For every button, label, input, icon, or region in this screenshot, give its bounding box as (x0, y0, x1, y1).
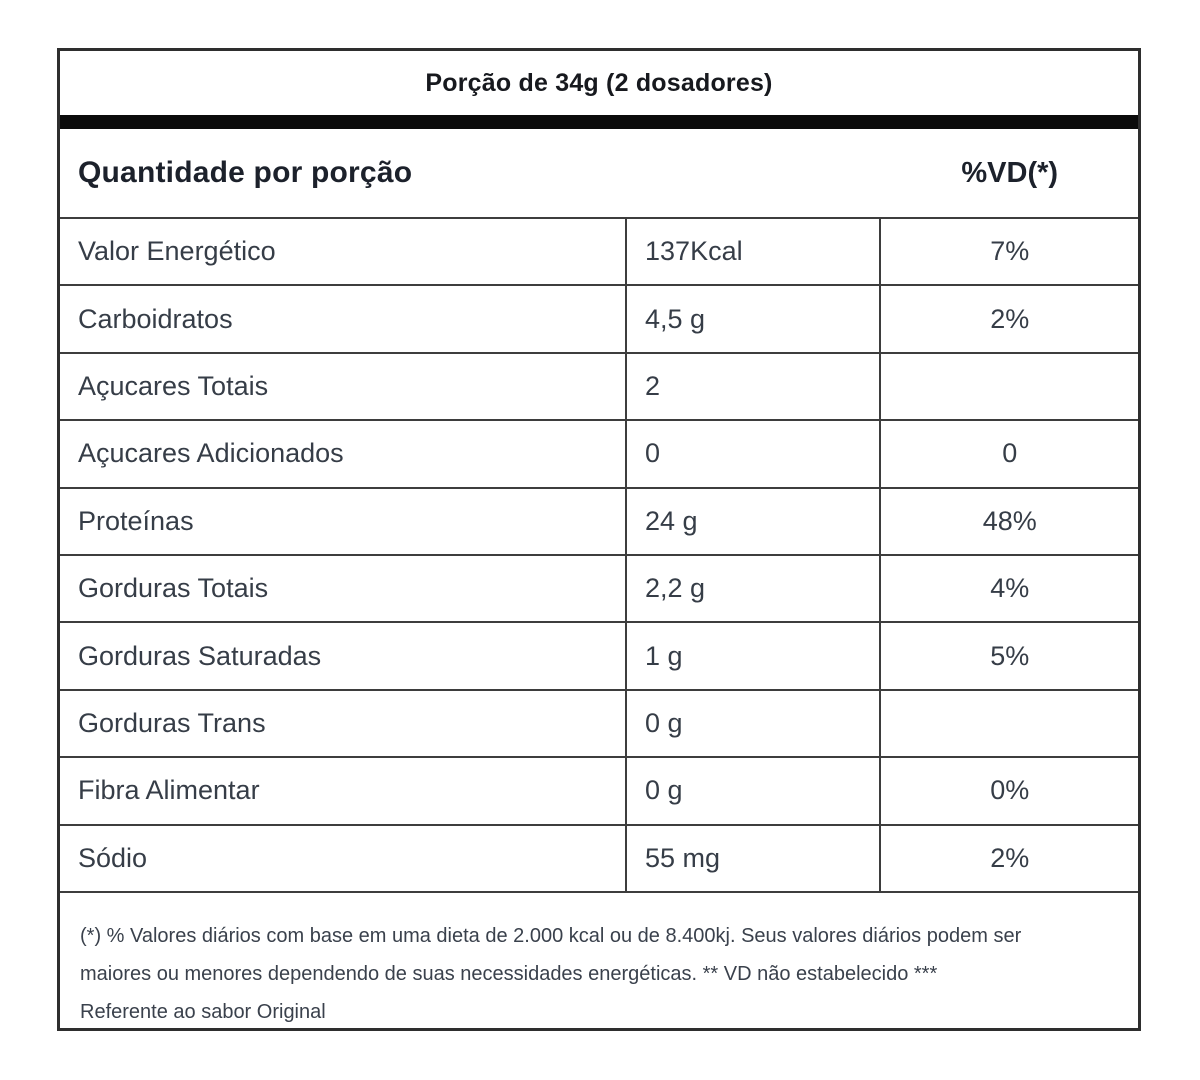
nutrient-daily-value: 2% (990, 842, 1030, 873)
table-row (60, 489, 1138, 556)
serving-size-header: Porção de 34g (2 dosadores) (425, 68, 773, 97)
nutrient-name: Gorduras Saturadas (60, 623, 627, 688)
table-row (60, 219, 1138, 286)
nutrient-daily-value: 0 (1002, 438, 1018, 469)
nutrient-daily-value (881, 691, 1138, 756)
nutrient-name: Açucares Adicionados (60, 421, 627, 486)
nutrient-daily-value (881, 354, 1138, 419)
table-row (60, 421, 1138, 488)
table-row (60, 623, 1138, 690)
table-row (60, 758, 1138, 825)
footnote-line: (*) % Valores diários com base em uma dieta de 2.000 kcal ou de 8.400kj. Seus valores diários podem ser (80, 925, 1022, 947)
nutrient-daily-value: 2% (990, 303, 1030, 334)
nutrient-rows (60, 219, 1138, 893)
nutrient-amount: 2,2 g (627, 556, 881, 621)
nutrient-amount: 0 g (627, 758, 881, 823)
table-row (60, 354, 1138, 421)
table-row (60, 556, 1138, 623)
nutrition-facts-table (57, 48, 1141, 1031)
nutrient-amount: 0 (627, 421, 881, 486)
nutrient-amount: 4,5 g (627, 286, 881, 351)
nutrient-daily-value: 4% (990, 573, 1030, 604)
nutrient-name: Açucares Totais (60, 354, 627, 419)
nutrient-amount: 1 g (627, 623, 881, 688)
nutrient-daily-value: 48% (982, 505, 1037, 536)
nutrient-amount: 2 (627, 354, 881, 419)
nutrient-amount: 137Kcal (627, 219, 881, 284)
table-row (60, 286, 1138, 353)
nutrient-daily-value: 5% (990, 640, 1030, 671)
nutrient-daily-value: 7% (990, 236, 1030, 267)
nutrient-name: Gorduras Trans (60, 691, 627, 756)
footnote-line: Referente ao sabor Original (80, 1001, 326, 1023)
nutrient-name: Proteínas (60, 489, 627, 554)
column-header-quantity: Quantidade por porção (78, 156, 413, 189)
footnote (60, 893, 1138, 1031)
nutrient-amount: 0 g (627, 691, 881, 756)
nutrient-name: Carboidratos (60, 286, 627, 351)
nutrient-amount: 24 g (627, 489, 881, 554)
nutrient-name: Sódio (60, 826, 627, 891)
thick-divider-bar (60, 115, 1138, 129)
footnote-line: maiores ou menores dependendo de suas necessidades energéticas. ** VD não estabelecido *** (80, 963, 938, 985)
table-row (60, 826, 1138, 893)
table-row (60, 691, 1138, 758)
column-header-row (60, 129, 1138, 219)
column-header-daily-value: %VD(*) (961, 156, 1059, 189)
nutrient-name: Gorduras Totais (60, 556, 627, 621)
nutrient-name: Fibra Alimentar (60, 758, 627, 823)
nutrient-daily-value: 0% (990, 775, 1030, 806)
nutrient-name: Valor Energético (60, 219, 627, 284)
nutrient-amount: 55 mg (627, 826, 881, 891)
